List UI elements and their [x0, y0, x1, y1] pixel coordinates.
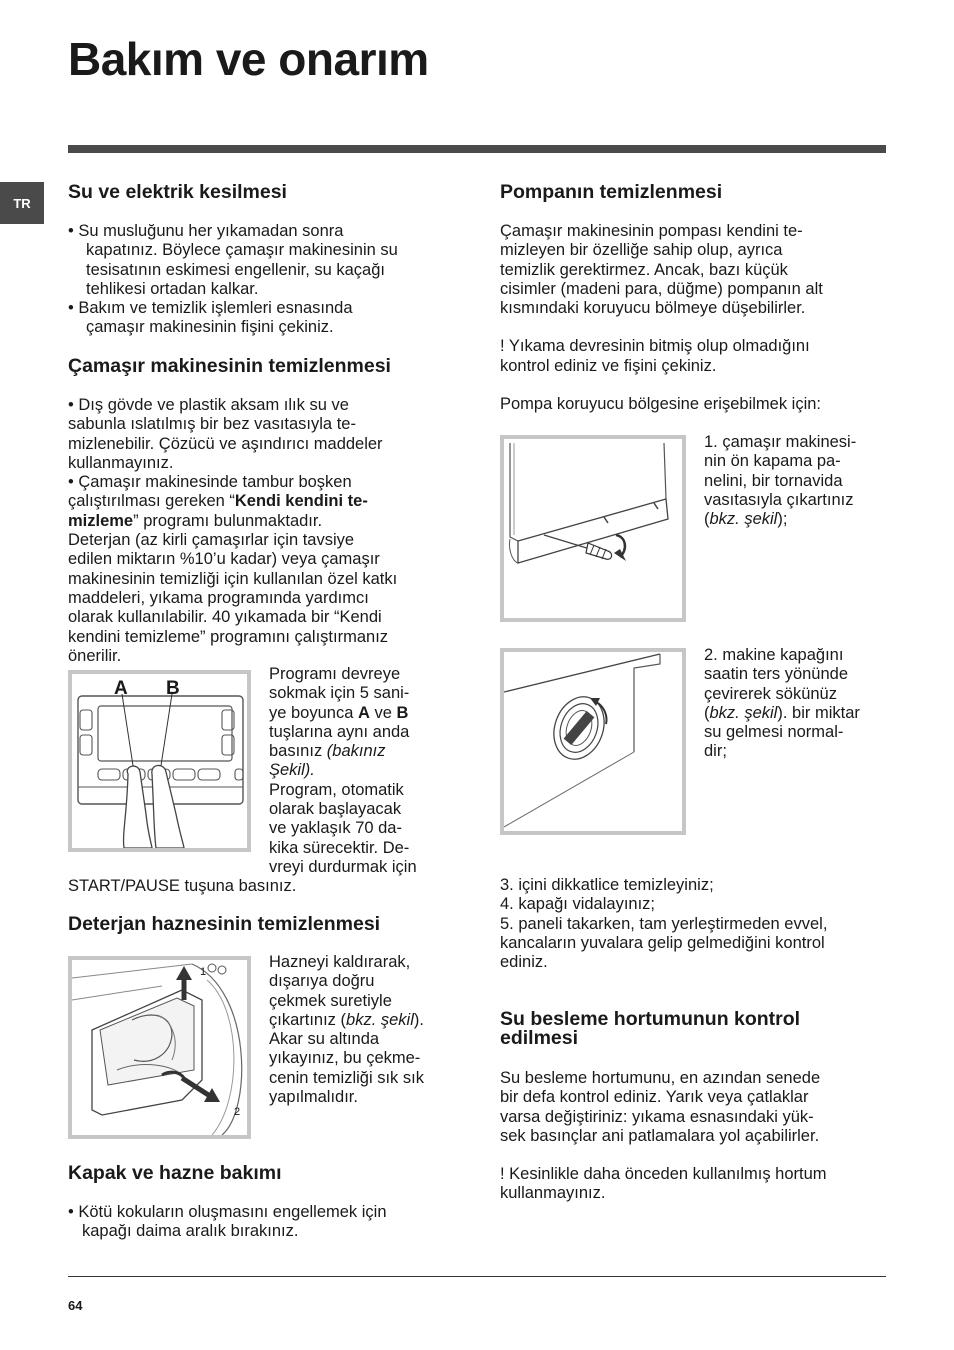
- drawer-instructions: Hazneyi kaldırarak, dışarıya doğru çekmek suretiyle çıkartınız (bkz. şekil). Akar su altında yıkayınız, bu çekme- cenin temizliği sık sık yapılmalıdır.: [269, 953, 424, 1107]
- start-pause-line: START/PAUSE tuşuna basınız.: [68, 877, 297, 895]
- heading-water-electricity: Su ve elektrik kesilmesi: [68, 181, 287, 203]
- detergent-drawer-figure: [68, 956, 251, 1139]
- list-item: • Bakım ve temizlik işlemleri esnasında çamaşır makinesinin fişini çekiniz.: [68, 299, 353, 337]
- heading-pump-cleaning: Pompanın temizlenmesi: [500, 181, 723, 203]
- list-item: • Su musluğunu her yıkamadan sonra kapatınız. Böylece çamaşır makinesinin su tesisatının eskimesi engellenir, su kaçağı tehlikesi ortadan kalkar.: [68, 222, 398, 298]
- label-b: B: [166, 678, 180, 699]
- arrow-label-1: 1: [200, 966, 207, 978]
- footer-rule: [68, 1276, 886, 1277]
- section-hose-check: [500, 1069, 890, 1204]
- paragraph: Pompa koruyucu bölgesine erişebilmek için:: [500, 395, 821, 414]
- paragraph: Su besleme hortumunu, en azından senede bir defa kontrol ediniz. Yarık veya çatlaklar varsa değiştiriniz: yıkama esnasındaki yük- sek basınçlar ani patlamalara yol açabilirler.: [500, 1069, 821, 1145]
- heading-hose-check: Su besleme hortumunun kontrol edilmesi: [500, 1008, 801, 1049]
- front-panel-figure: [500, 435, 686, 622]
- page-number: 64: [68, 1298, 83, 1313]
- step-2-text: 2. makine kapağını saatin ters yönünde çevirerek sökünüz (bkz. şekil). bir miktar su gelmesi normal- dir;: [704, 646, 860, 761]
- section-door-drum-care: [68, 1203, 460, 1242]
- section-water-electricity: [68, 222, 458, 338]
- control-panel-figure: [68, 670, 251, 852]
- list-item: • Kötü kokuların oluşmasını engellemek için kapağı daima aralık bırakınız.: [68, 1203, 387, 1241]
- heading-door-drum-care: Kapak ve hazne bakımı: [68, 1162, 282, 1184]
- section-pump-cleaning: [500, 222, 890, 414]
- language-tab: TR: [0, 182, 44, 224]
- self-clean-instructions: Programı devreye sokmak için 5 sani- ye boyunca A ve B tuşlarına aynı anda basınız (bakınız Şekil). Program, otomatik olarak başlayacak ve yaklaşık 70 da- kika sürecektir. De- vreyi durdurmak için: [269, 665, 417, 876]
- heading-detergent-drawer: Deterjan haznesinin temizlenmesi: [68, 913, 381, 935]
- paragraph: • Dış gövde ve plastik aksam ılık su ve sabunla ıslatılmış bir bez vasıtasıyla te- mizlenebilir. Çözücü ve aşındırıcı maddeler kullanmayınız. • Çamaşır makinesinde tambur boşken çalıştırılması gereken “Kendi kendini te- mizleme” programı bulunmaktadır. Deterjan (az kirli çamaşırlar için tavsiye edilen miktarın %10’u kadar) veya çamaşır makinesinin temizliği için kullanılan özel katkı maddeleri, yıkama programında yardımcı olarak kullanılabilir. 40 yıkamada bir “Kendi kendini temizleme” programını çalıştırmanız önerilir.: [68, 396, 398, 665]
- warning-paragraph: ! Yıkama devresinin bitmiş olup olmadığını kontrol ediniz ve fişini çekiniz.: [500, 337, 810, 375]
- steps-3-to-5: 3. içini dikkatlice temizleyiniz; 4. kapağı vidalayınız; 5. paneli takarken, tam yerleştirmeden evvel, kancaların yuvalara gelip gelmediğini kontrol ediniz.: [500, 876, 828, 972]
- title-rule: [68, 145, 886, 153]
- arrow-label-2: 2: [234, 1106, 241, 1118]
- pump-cover-figure: [500, 648, 686, 835]
- step-1-text: 1. çamaşır makinesi- nin ön kapama pa- nelini, bir tornavida vasıtasıyla çıkartınız (bkz. şekil);: [704, 433, 857, 529]
- warning-paragraph: ! Kesinlikle daha önceden kullanılmış hortum kullanmayınız.: [500, 1165, 827, 1203]
- section-machine-cleaning: [68, 396, 460, 666]
- label-a: A: [114, 678, 128, 699]
- page-title: Bakım ve onarım: [68, 33, 429, 85]
- paragraph: Çamaşır makinesinin pompası kendini te- mizleyen bir özelliğe sahip olup, ayrıca temizlik gerektirmez. Ancak, bazı küçük cisimler (madeni para, düğme) pompanın alt kısmındaki koruyucu bölmeye düşebilirler.: [500, 222, 823, 318]
- heading-machine-cleaning: Çamaşır makinesinin temizlenmesi: [68, 355, 391, 377]
